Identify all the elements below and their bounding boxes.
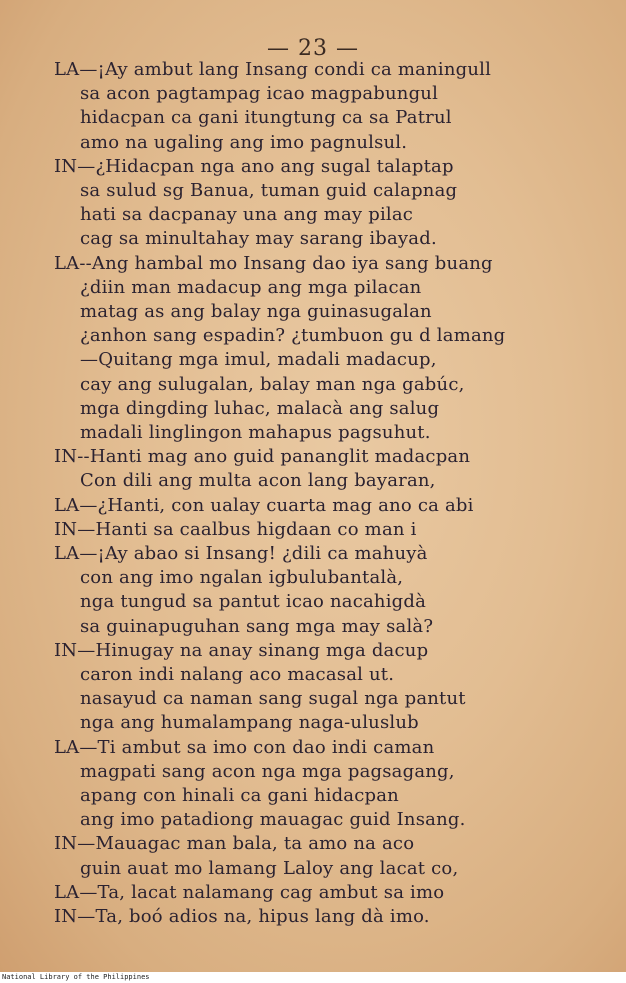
dialogue-line-speaker: LA--Ang hambal mo Insang dao iya sang buang (54, 252, 493, 274)
dialogue-line: ¿anhon sang espadin? ¿tumbuon gu d lamang (80, 325, 506, 347)
dialogue-line: nga tungud sa pantut icao nacahigdà (80, 591, 427, 613)
dialogue-line: hati sa dacpanay una ang may pilac (80, 204, 414, 226)
dialogue-line-speaker: IN—¿Hidacpan nga ano ang sugal talaptap (54, 155, 454, 177)
dialogue-line: ang imo patadiong mauagac guid Insang. (80, 809, 466, 831)
dialogue-line: —Quitang mga imul, madali madacup, (80, 349, 437, 371)
dialogue-line: nasayud ca naman sang sugal nga pantut (80, 688, 466, 710)
dialogue-line-speaker: LA—Ta, lacat nalamang cag ambut sa imo (54, 881, 445, 903)
dialogue-line: Con dili ang multa acon lang bayaran, (80, 470, 436, 492)
dialogue-line: ¿diin man madacup ang mga pilacan (80, 276, 422, 298)
dialogue-line: nga ang humalampang naga-uluslub (80, 712, 419, 734)
dialogue-line-speaker: IN—Mauagac man bala, ta amo na aco (54, 833, 415, 855)
dialogue-line: sa sulud sg Banua, tuman guid calapnag (80, 180, 458, 201)
dialogue-line-speaker: IN—Ta, boó adios na, hipus lang dà imo. (54, 906, 430, 927)
dialogue-line-speaker: LA—Ti ambut sa imo con dao indi caman (54, 736, 435, 758)
dialogue-line-speaker: LA—¿Hanti, con ualay cuarta mag ano ca abi (54, 494, 474, 516)
dialogue-line: cay ang sulugalan, balay man nga gabúc, (80, 373, 465, 395)
footer-credit: National Library of the Philippines (2, 973, 150, 981)
page-number: — 23 — (267, 36, 359, 61)
dialogue-line: madali linglingon mahapus pagsuhut. (80, 422, 431, 443)
dialogue-line: guin auat mo lamang Laloy ang lacat co, (80, 857, 459, 879)
dialogue-line: matag as ang balay nga guinasugalan (80, 301, 432, 322)
dialogue-line-speaker: LA—¡Ay abao si Insang! ¿dili ca mahuyà (54, 543, 428, 564)
footer-bar (0, 972, 626, 983)
dialogue-line: hidacpan ca gani itungtung ca sa Patrul (80, 107, 452, 129)
dialogue-line: amo na ugaling ang imo pagnulsul. (80, 131, 408, 153)
dialogue-line: cag sa minultahay may sarang ibayad. (80, 228, 437, 250)
dialogue-line-speaker: IN--Hanti mag ano guid pananglit madacpan (54, 446, 471, 468)
dialogue-line: magpati sang acon nga mga pagsagang, (80, 760, 455, 782)
dialogue-line: con ang imo ngalan igbulubantalà, (80, 567, 404, 589)
dialogue-line: sa guinapuguhan sang mga may salà? (80, 615, 434, 637)
dialogue-line-speaker: IN—Hanti sa caalbus higdaan co man i (54, 518, 417, 540)
dialogue-line: sa acon pagtampag icao magpabungul (80, 83, 439, 105)
dialogue-line: caron indi nalang aco macasal ut. (80, 664, 395, 685)
dialogue-line: mga dingding luhac, malacà ang salug (80, 397, 440, 419)
dialogue-line: apang con hinali ca gani hidacpan (80, 785, 399, 806)
dialogue-line-speaker: LA—¡Ay ambut lang Insang condi ca maningull (54, 59, 492, 80)
dialogue-line-speaker: IN—Hinugay na anay sinang mga dacup (54, 639, 429, 661)
